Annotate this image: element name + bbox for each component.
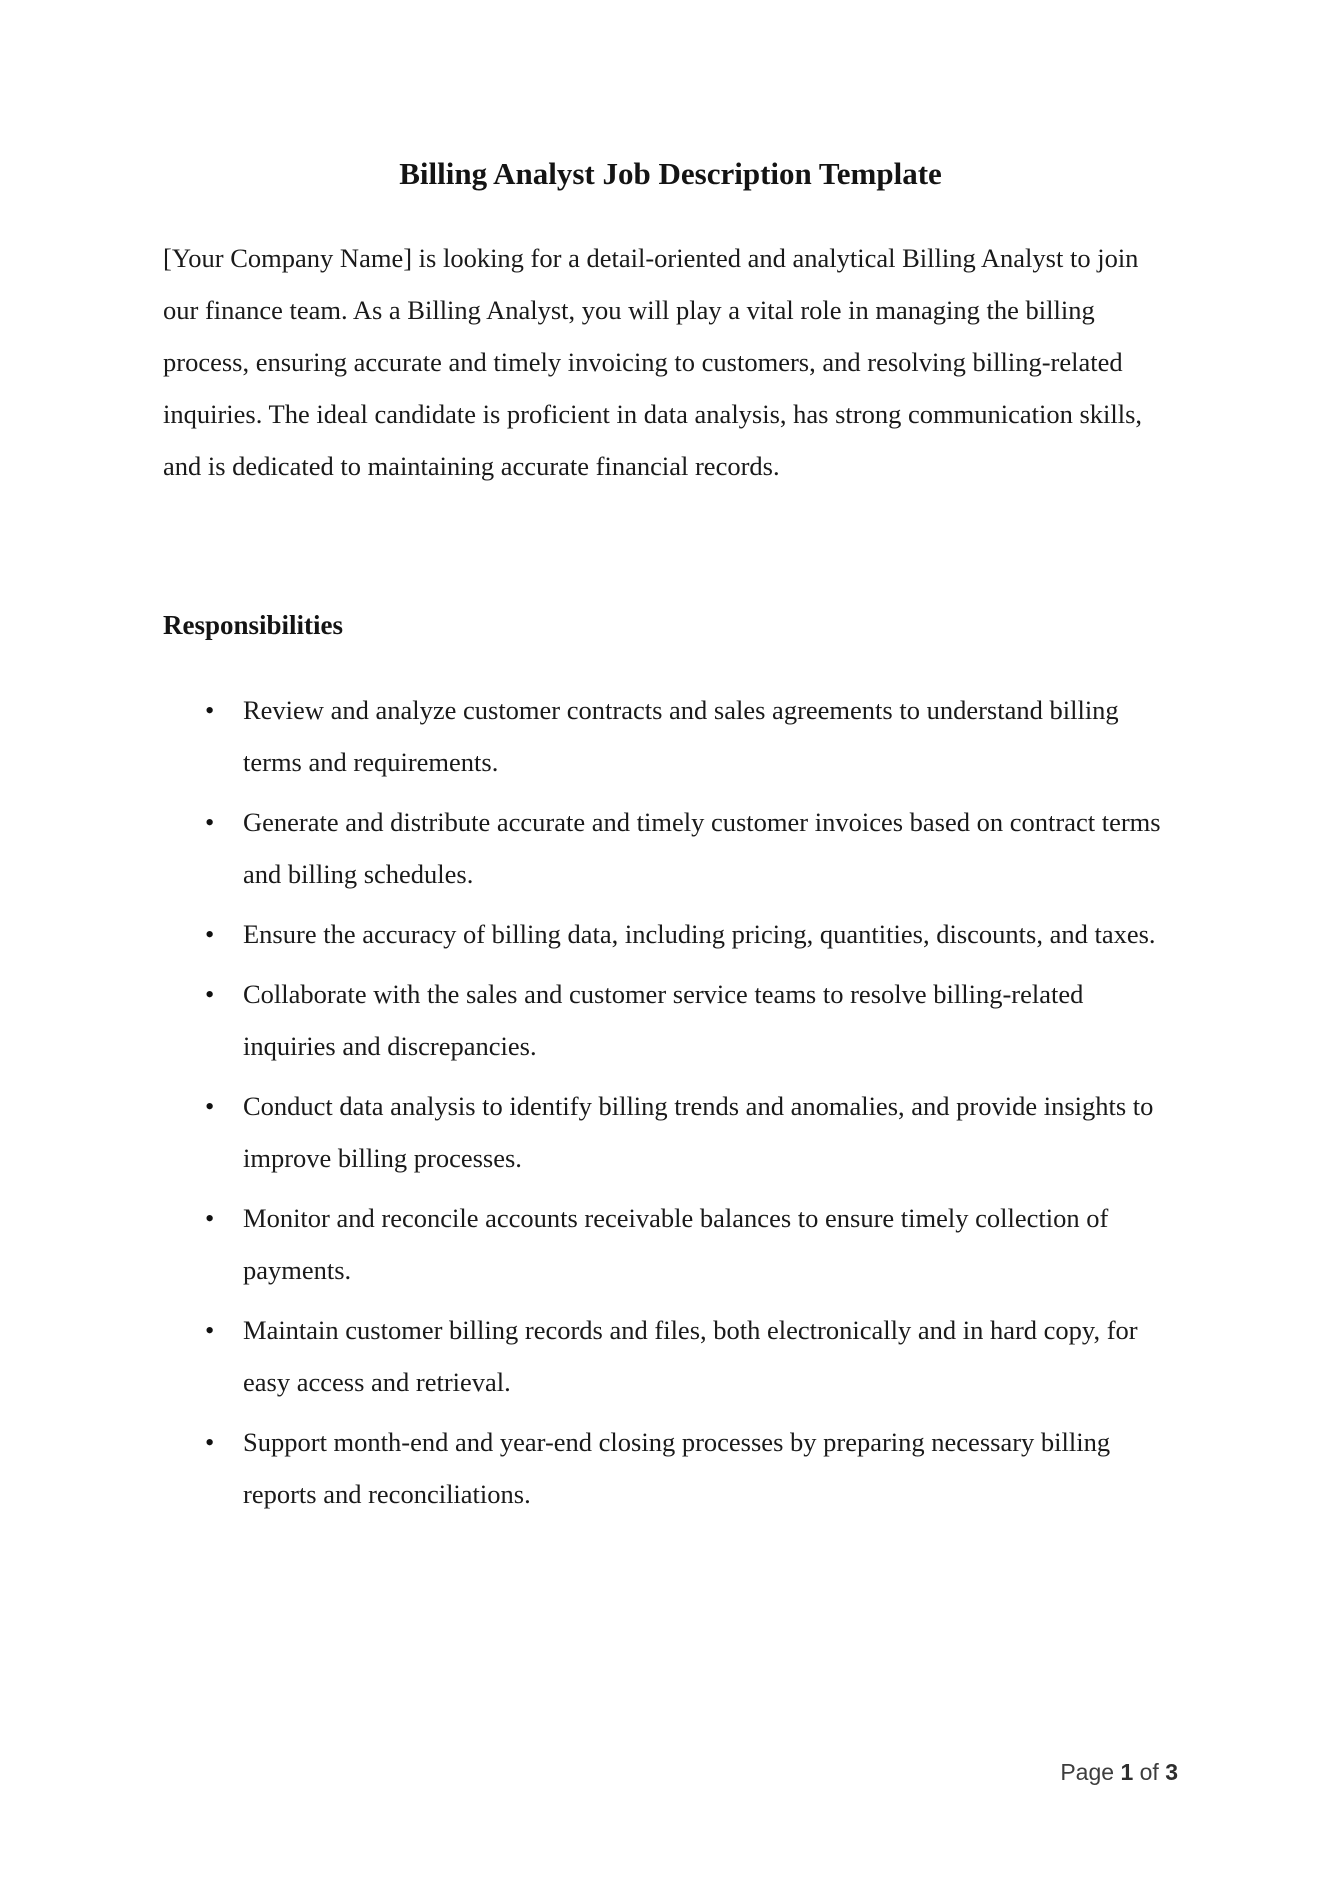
list-item: • Collaborate with the sales and customer service teams to resolve billing-related inquiries and discrepancies. [163,968,1178,1072]
page-footer [1060,1758,1178,1786]
document-title: Billing Analyst Job Description Template [399,156,942,191]
list-item: • Generate and distribute accurate and timely customer invoices based on contract terms and billing schedules. [163,796,1178,900]
list-item: • Support month-end and year-end closing processes by preparing necessary billing reports and reconciliations. [163,1416,1178,1520]
responsibilities-list [163,684,1178,1520]
list-item: • Conduct data analysis to identify billing trends and anomalies, and provide insights to improve billing processes. [163,1080,1178,1184]
list-item: • Maintain customer billing records and files, both electronically and in hard copy, for easy access and retrieval. [163,1304,1178,1408]
list-item: • Review and analyze customer contracts and sales agreements to understand billing terms and requirements. [163,684,1178,788]
list-item: • Ensure the accuracy of billing data, including pricing, quantities, discounts, and taxes. [163,908,1178,960]
responsibilities-heading: Responsibilities [163,610,344,640]
list-item: • Monitor and reconcile accounts receivable balances to ensure timely collection of payments. [163,1192,1178,1296]
footer-page-label: Page [1060,1759,1115,1785]
footer-of-label: of [1139,1759,1159,1785]
footer-page-number: 1 [1120,1759,1134,1785]
intro-paragraph: [Your Company Name] is looking for a detail-oriented and analytical Billing Analyst to join our finance team. As a Billing Analyst, you will play a vital role in managing the billing process, ensuring accurate and timely invoicing to customers, and resolving billing-related inquiries. The ideal candidate is proficient in data analysis, has strong communication skills, and is dedicated to maintaining accurate financial records. [163,243,1143,481]
footer-total-pages: 3 [1165,1759,1178,1785]
